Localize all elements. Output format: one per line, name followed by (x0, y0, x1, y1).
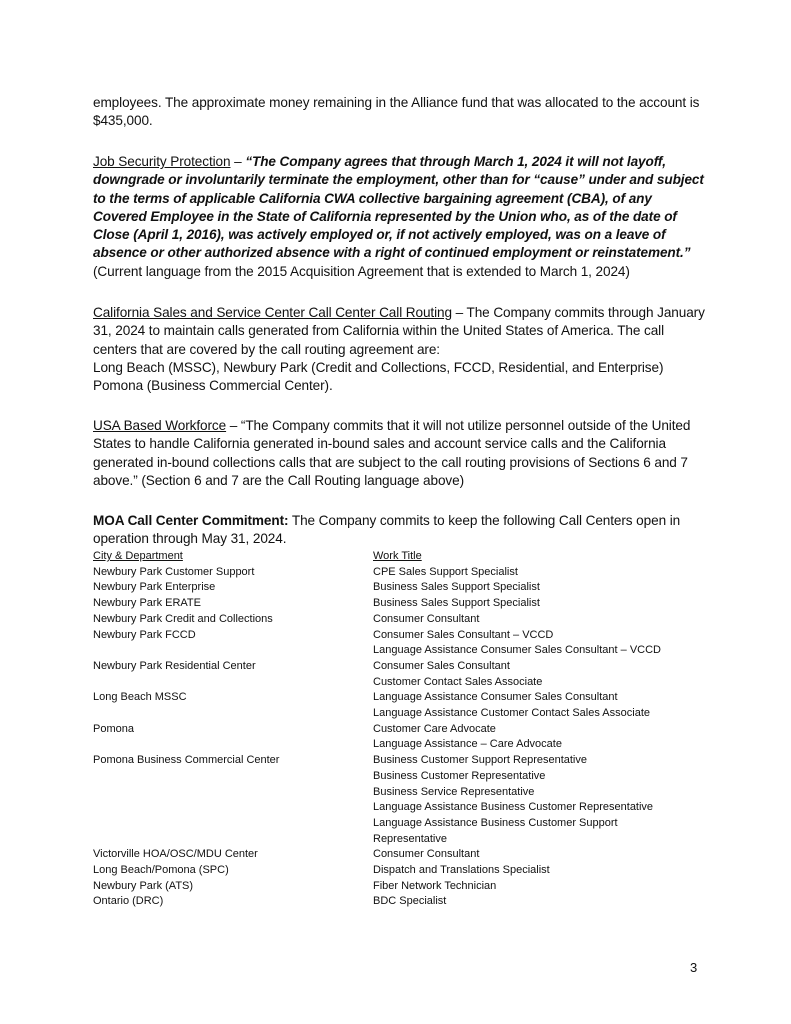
work-title: BDC Specialist (373, 895, 447, 908)
paragraph-job-security (93, 153, 705, 281)
work-title: Consumer Sales Consultant – VCCD (373, 628, 554, 641)
city-department-cell: Ontario (DRC) (93, 895, 164, 908)
usa-workforce-body: – “The Company commits that it will not utilize personnel outside of the United States to handle California generated in-bound sales and account service calls and the California generated in-bound collections calls that are subject to the call routing provisions of Sections 6 and 7 above.” (Section 6 and 7 are the Call Routing language above) (93, 418, 691, 488)
table-header-row (93, 549, 705, 565)
work-title-cell (373, 722, 705, 753)
paragraph-alliance-fund (93, 94, 705, 131)
work-title: Language Assistance Consumer Sales Consultant – VCCD (373, 644, 661, 657)
table-row (93, 879, 705, 895)
page-number: 3 (690, 960, 698, 975)
work-title-cell (373, 847, 705, 863)
city-department-cell: Pomona (93, 722, 134, 735)
table-row (93, 722, 705, 753)
city-department-cell: Newbury Park Enterprise (93, 581, 216, 594)
city-department-cell: Newbury Park Customer Support (93, 565, 255, 578)
column-header-work-title: Work Title (373, 550, 422, 562)
table-row (93, 580, 705, 596)
usa-workforce-text (93, 417, 705, 490)
work-title: Customer Contact Sales Associate (373, 675, 543, 688)
job-security-text (93, 153, 705, 263)
work-title: Business Customer Support Representative (373, 754, 587, 767)
paragraph-usa-workforce (93, 417, 705, 490)
work-title: Consumer Consultant (373, 612, 480, 625)
city-department-cell: Newbury Park (ATS) (93, 879, 194, 892)
paragraph-call-routing (93, 304, 705, 395)
job-security-dash: – (230, 154, 246, 169)
work-title-cell (373, 580, 705, 596)
alliance-fund-text: employees. The approximate money remaining in the Alliance fund that was allocated to the account is $435,000. (93, 95, 700, 129)
city-department-cell: Pomona Business Commercial Center (93, 754, 280, 767)
table-row (93, 690, 705, 721)
table-row (93, 894, 705, 910)
city-department-cell: Newbury Park FCCD (93, 628, 196, 641)
work-title: Fiber Network Technician (373, 879, 497, 892)
moa-commitment-heading: MOA Call Center Commitment: (93, 513, 289, 528)
work-title: Business Customer Representative (373, 769, 546, 782)
work-title: Consumer Sales Consultant (373, 659, 510, 672)
work-title: Dispatch and Translations Specialist (373, 864, 550, 877)
work-title-cell (373, 879, 705, 895)
work-title-cell (373, 863, 705, 879)
work-title: Language Assistance Consumer Sales Consultant (373, 691, 618, 704)
work-title: Business Sales Support Specialist (373, 581, 540, 594)
work-title: Language Assistance Business Customer Representative (373, 801, 654, 814)
work-title: Business Service Representative (373, 785, 535, 798)
work-title: Language Assistance Customer Contact Sales Associate (373, 707, 650, 720)
work-title-cell (373, 565, 705, 581)
city-department-cell: Long Beach MSSC (93, 691, 187, 704)
work-title-cell (373, 894, 705, 910)
work-title: Business Sales Support Specialist (373, 597, 540, 610)
work-title: Customer Care Advocate (373, 722, 496, 735)
table-body (93, 565, 705, 910)
city-department-cell: Long Beach/Pomona (SPC) (93, 864, 229, 877)
work-title: Representative (373, 832, 447, 845)
work-title: Language Assistance Business Customer Support (373, 816, 618, 829)
table-row (93, 596, 705, 612)
paragraph-moa-commitment (93, 512, 705, 549)
call-routing-centers-line: Long Beach (MSSC), Newbury Park (Credit and Collections, FCCD, Residential, and Enterprise) (93, 359, 664, 375)
job-security-note: (Current language from the 2015 Acquisition Agreement that is extended to March 1, 2024) (93, 263, 630, 279)
call-center-table (93, 549, 705, 910)
call-routing-body: – The Company commits through January 31, 2024 to maintain calls generated from California within the United States of America. The call centers that are covered by the call routing agreement are: (93, 305, 705, 357)
table-row (93, 612, 705, 628)
moa-commitment-text (93, 512, 705, 549)
city-department-cell: Victorville HOA/OSC/MDU Center (93, 848, 258, 861)
work-title-cell (373, 659, 705, 690)
table-row (93, 863, 705, 879)
job-security-heading: Job Security Protection (93, 154, 231, 169)
usa-workforce-heading: USA Based Workforce (93, 418, 227, 433)
table-row (93, 628, 705, 659)
work-title: CPE Sales Support Specialist (373, 565, 518, 578)
city-department-cell: Newbury Park ERATE (93, 597, 201, 610)
work-title-cell (373, 690, 705, 721)
call-routing-pomona-line: Pomona (Business Commercial Center). (93, 378, 333, 394)
work-title: Consumer Consultant (373, 848, 480, 861)
work-title-cell (373, 753, 705, 847)
call-routing-text (93, 304, 705, 359)
table-row (93, 659, 705, 690)
table-row (93, 753, 705, 847)
work-title-cell (373, 612, 705, 628)
column-header-city: City & Department (93, 550, 183, 562)
job-security-quote: “The Company agrees that through March 1, 2024 it will not layoff, downgrade or involuntarily terminate the employment, other than for “cause” under and subject to the terms of applicable California CWA collective bargaining agreement (CBA), of any Covered Employee in the State of California represented by the Union who, as of the date of Close (April 1, 2016), was actively employed or, if not actively employed, was on a leave of absence or other authorized absence with a right of continued employment or reinstatement.” (93, 154, 704, 261)
table-row (93, 565, 705, 581)
work-title-cell (373, 596, 705, 612)
work-title: Language Assistance – Care Advocate (373, 738, 562, 751)
city-department-cell: Newbury Park Credit and Collections (93, 612, 273, 625)
city-department-cell: Newbury Park Residential Center (93, 659, 256, 672)
moa-commitment-body: The Company commits to keep the following Call Centers open in operation through May 31, 2024. (93, 513, 681, 547)
work-title-cell (373, 628, 705, 659)
table-row (93, 847, 705, 863)
call-routing-heading: California Sales and Service Center Call Center Call Routing (93, 305, 452, 320)
